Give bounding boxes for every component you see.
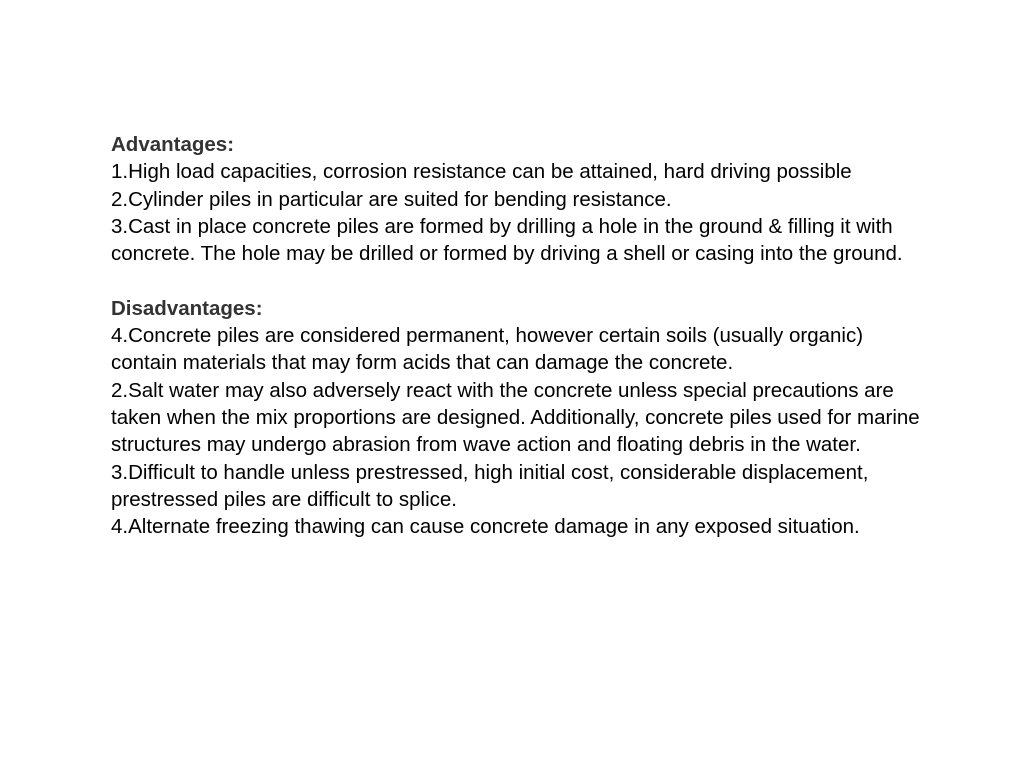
section-spacer: [111, 267, 931, 294]
advantages-heading: Advantages:: [111, 133, 235, 156]
slide-body: [111, 131, 931, 540]
disadvantages-item: 4.Alternate freezing thawing can cause concrete damage in any exposed situation.: [111, 515, 860, 539]
advantages-item: 3.Cast in place concrete piles are formed by drilling a hole in the ground & filling it with concrete. The hole may be drilled or formed by driving a shell or casing into the ground.: [111, 214, 903, 266]
advantages-item: 2.Cylinder piles in particular are suited for bending resistance.: [111, 187, 672, 211]
advantages-item: 1.High load capacities, corrosion resistance can be attained, hard driving possible: [111, 160, 852, 184]
disadvantages-item: 3.Difficult to handle unless prestressed, high initial cost, considerable displacement, prestressed piles are difficult to splice.: [111, 460, 869, 511]
disadvantages-item: 4.Concrete piles are considered permanent, however certain soils (usually organic) contain materials that may form acids that can damage the concrete.: [111, 324, 864, 375]
disadvantages-item: 2.Salt water may also adversely react with the concrete unless special precautions are taken when the mix proportions are designed. Additionally, concrete piles used for marine structures may undergo abrasion from wave action and floating debris in the water.: [111, 378, 920, 457]
disadvantages-heading: Disadvantages:: [111, 296, 263, 320]
